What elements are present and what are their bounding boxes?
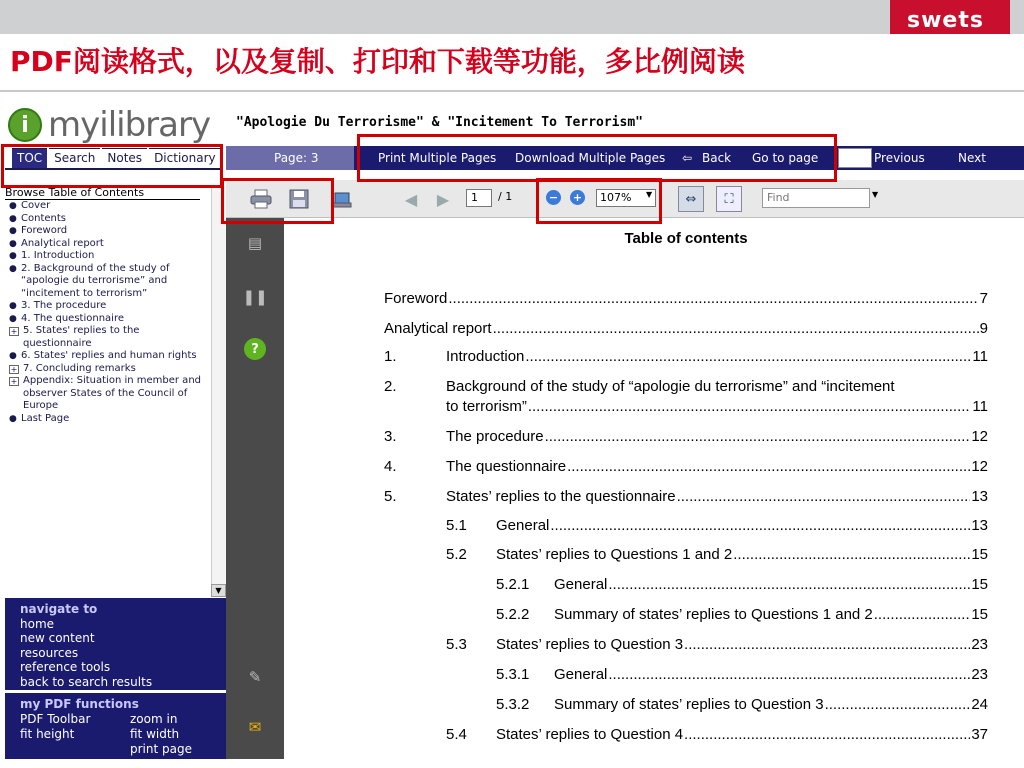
sidebar-item[interactable] bbox=[5, 225, 205, 238]
toc-leader-dots bbox=[677, 488, 971, 505]
toc-list bbox=[5, 200, 205, 425]
find-input[interactable]: Find bbox=[762, 188, 870, 208]
toc-entry[interactable] bbox=[446, 428, 988, 445]
sidebar-item[interactable] bbox=[5, 238, 205, 251]
toc-entry-page: 23 bbox=[971, 636, 988, 653]
toc-leader-dots bbox=[684, 636, 970, 653]
toc-entry-number: 5. bbox=[384, 488, 397, 505]
tab-underline bbox=[5, 168, 221, 170]
toc-entry-label: Foreword bbox=[384, 290, 448, 307]
toc-entry-label: to terrorism” bbox=[446, 398, 527, 415]
toc-entry-label: States’ replies to Question 3 bbox=[496, 636, 684, 653]
sidebar-item[interactable] bbox=[5, 313, 205, 326]
help-icon[interactable]: ? bbox=[244, 338, 266, 360]
toc-entry[interactable] bbox=[446, 348, 988, 365]
attachment-icon[interactable]: ✎ bbox=[248, 668, 262, 686]
print-page-link[interactable]: print page bbox=[130, 742, 192, 756]
toc-entry-number: 4. bbox=[384, 458, 397, 475]
toc-entry-number: 5.2.2 bbox=[496, 606, 530, 623]
sidebar-item[interactable] bbox=[5, 375, 205, 413]
zoom-in-link[interactable]: zoom in bbox=[130, 712, 178, 726]
prev-page-icon[interactable]: ◀ bbox=[404, 189, 418, 209]
toc-entry-label: States’ replies to the questionnaire bbox=[446, 488, 676, 505]
sidebar-item[interactable] bbox=[5, 363, 205, 376]
print-icon[interactable] bbox=[248, 186, 274, 212]
scrollbar[interactable] bbox=[211, 186, 226, 596]
toc-leader-dots bbox=[733, 546, 970, 563]
toc-entry[interactable] bbox=[384, 320, 988, 337]
toc-entry[interactable] bbox=[446, 488, 988, 505]
toc-entry-page: 11 bbox=[972, 398, 988, 415]
toc-entry-page: 13 bbox=[971, 488, 988, 505]
sidebar-item[interactable] bbox=[5, 263, 205, 301]
toc-entry-label: General bbox=[554, 666, 608, 683]
toc-entry-line bbox=[446, 378, 988, 395]
divider bbox=[0, 90, 1024, 92]
bullet-icon: ● bbox=[9, 351, 17, 361]
toc-entry-label: Introduction bbox=[446, 348, 525, 365]
page-indicator: Page: 3 bbox=[226, 146, 354, 170]
scroll-down-icon[interactable]: ▼ bbox=[211, 584, 226, 597]
toc-entry[interactable] bbox=[554, 576, 988, 593]
sidebar-item-label: Contents bbox=[21, 212, 66, 224]
comments-icon[interactable]: ✉ bbox=[248, 718, 262, 736]
toc-entry-page: 15 bbox=[971, 606, 988, 623]
toc-entry[interactable] bbox=[554, 666, 988, 683]
bullet-icon: ● bbox=[9, 251, 17, 261]
toc-entry-number: 5.3.1 bbox=[496, 666, 530, 683]
print-multiple-pages-link[interactable]: Print Multiple Pages bbox=[378, 151, 497, 165]
sidebar-item[interactable] bbox=[5, 350, 205, 363]
fit-width-icon[interactable]: ⇔ bbox=[678, 186, 704, 212]
reader-navbar bbox=[226, 146, 1024, 170]
logo-mark: i bbox=[8, 108, 42, 142]
logo-text: myilibrary bbox=[48, 105, 211, 145]
expand-icon[interactable]: + bbox=[10, 327, 18, 336]
toc-entry-label: Analytical report bbox=[384, 320, 492, 337]
tab-notes[interactable]: Notes bbox=[102, 148, 147, 168]
toc-entry-page: 12 bbox=[971, 458, 988, 475]
nav-link-resources[interactable]: resources bbox=[20, 645, 79, 660]
toc-entry-page: 37 bbox=[971, 726, 988, 743]
zoom-level-select[interactable]: 107% bbox=[596, 189, 656, 207]
toc-leader-dots bbox=[493, 320, 979, 337]
next-link[interactable]: Next bbox=[958, 151, 986, 165]
toc-sidebar bbox=[5, 186, 226, 596]
toc-entry[interactable] bbox=[446, 458, 988, 475]
toc-leader-dots bbox=[825, 696, 971, 713]
toc-leader-dots bbox=[528, 398, 972, 415]
sidebar-item-label: 7. Concluding remarks bbox=[23, 362, 136, 374]
bullet-icon: ● bbox=[9, 201, 17, 211]
navigate-panel bbox=[5, 598, 226, 690]
page-number-input[interactable]: 1 bbox=[466, 189, 492, 207]
navigate-heading: navigate to bbox=[20, 602, 98, 616]
toc-entry-page: 24 bbox=[971, 696, 988, 713]
zoom-out-icon[interactable]: − bbox=[546, 190, 561, 205]
nav-link-home[interactable]: home bbox=[20, 616, 55, 631]
back-link[interactable]: Back bbox=[702, 151, 732, 165]
toc-entry-page: 7 bbox=[979, 290, 988, 307]
toc-entry[interactable] bbox=[496, 636, 988, 653]
expand-icon[interactable]: + bbox=[10, 364, 18, 374]
toc-leader-dots bbox=[545, 428, 971, 445]
fit-width-link[interactable]: fit width bbox=[130, 727, 180, 741]
toc-entry-page: 15 bbox=[971, 546, 988, 563]
back-arrow-icon[interactable]: ⇦ bbox=[682, 151, 693, 165]
toc-entry-label: States’ replies to Question 4 bbox=[496, 726, 684, 743]
bullet-icon: ● bbox=[9, 226, 17, 236]
go-to-page-link[interactable]: Go to page bbox=[752, 151, 819, 165]
toc-entry[interactable] bbox=[496, 726, 988, 743]
chevron-down-icon[interactable]: ▼ bbox=[646, 190, 653, 199]
toc-entry-number: 5.3 bbox=[446, 636, 467, 653]
nav-link-new-content[interactable]: new content bbox=[20, 631, 95, 645]
nav-link-reference-tools[interactable]: reference tools bbox=[20, 660, 111, 674]
sidebar-item[interactable] bbox=[5, 300, 205, 313]
toc-entry-number: 5.4 bbox=[446, 726, 467, 743]
toc-entry-label: General bbox=[496, 517, 550, 534]
brand-logo: swets bbox=[890, 0, 1010, 34]
sidebar-item-label: 1. Introduction bbox=[21, 250, 95, 261]
go-to-page-input[interactable] bbox=[838, 148, 872, 168]
toc-entry-number: 5.2.1 bbox=[496, 576, 530, 593]
bullet-icon: ● bbox=[9, 238, 17, 249]
toc-entry-number: 2. bbox=[384, 378, 397, 395]
pdf-toolbar bbox=[226, 180, 1024, 218]
document-title: Table of contents bbox=[624, 230, 748, 247]
sidebar-item-label: 3. The procedure bbox=[21, 300, 107, 311]
toc-entry-number: 1. bbox=[384, 348, 397, 365]
save-icon[interactable] bbox=[286, 186, 312, 212]
slide-title: PDF阅读格式，以及复制、打印和下载等功能，多比例阅读 bbox=[10, 45, 745, 78]
toc-entry-label: The procedure bbox=[446, 428, 544, 445]
fit-page-icon[interactable]: ⛶ bbox=[716, 186, 742, 212]
nav-link-back-to-search[interactable]: back to search results bbox=[20, 674, 153, 689]
pdf-functions-panel bbox=[5, 693, 226, 759]
toc-entry-number: 5.2 bbox=[446, 546, 467, 563]
sidebar-item[interactable] bbox=[5, 250, 205, 263]
sidebar-item[interactable] bbox=[5, 200, 205, 213]
page-total: / 1 bbox=[498, 190, 513, 203]
toc-entry-label: General bbox=[554, 576, 608, 593]
sidebar-item-label: Appendix: Situation in member and observer States of the Council of Europe bbox=[23, 375, 201, 411]
toc-leader-dots bbox=[567, 458, 970, 475]
toc-entry[interactable] bbox=[554, 606, 988, 623]
download-multiple-pages-link[interactable]: Download Multiple Pages bbox=[515, 151, 666, 165]
toc-entry[interactable] bbox=[446, 398, 988, 415]
toc-entry-page: 15 bbox=[971, 576, 988, 593]
pages-icon[interactable]: ▤ bbox=[247, 234, 263, 252]
pdf-toolbar-link[interactable]: PDF Toolbar bbox=[20, 712, 91, 726]
bookmarks-icon[interactable]: ❚❚ bbox=[242, 288, 268, 306]
sidebar-item-label: Analytical report bbox=[21, 237, 104, 249]
sidebar-item-label: Cover bbox=[21, 200, 51, 211]
toc-entry[interactable] bbox=[554, 696, 988, 713]
bullet-icon: ● bbox=[9, 213, 17, 224]
toc-entry-page: 23 bbox=[971, 666, 988, 683]
toc-leader-dots bbox=[525, 348, 971, 365]
toc-entry-page: 11 bbox=[972, 348, 988, 365]
toc-entry-number: 5.3.2 bbox=[496, 696, 530, 713]
sidebar-item-label: 4. The questionnaire bbox=[21, 312, 124, 324]
book-title: "Apologie Du Terrorisme" & "Incitement To Terrorism" bbox=[236, 115, 643, 130]
slide-top-bar bbox=[0, 0, 1024, 34]
toc-entry[interactable] bbox=[496, 546, 988, 563]
toc-entry[interactable] bbox=[384, 290, 988, 307]
document-page bbox=[284, 218, 1024, 759]
sidebar-item-label: Last Page bbox=[21, 412, 70, 424]
toc-entry-page: 12 bbox=[971, 428, 988, 445]
toc-entry-number: 3. bbox=[384, 428, 397, 445]
sidebar-item-label: 2. Background of the study of “apologie du terrorisme” and “incitement to terrorism” bbox=[21, 262, 170, 299]
toc-entry-label: Background of the study of “apologie du terrorisme” and “incitement bbox=[446, 378, 895, 395]
toc-entry-label: States’ replies to Questions 1 and 2 bbox=[496, 546, 733, 563]
toc-leader-dots bbox=[608, 666, 970, 683]
pdf-functions-heading: my PDF functions bbox=[20, 697, 139, 711]
empty-cell bbox=[20, 742, 130, 757]
toc-entry-number: 5.1 bbox=[446, 517, 467, 534]
toc-entry-label: Summary of states’ replies to Questions 1 and 2 bbox=[554, 606, 873, 623]
expand-icon[interactable]: + bbox=[10, 377, 18, 386]
sidebar-tabs bbox=[12, 148, 221, 168]
toc-entry-label: Summary of states’ replies to Question 3 bbox=[554, 696, 824, 713]
tab-dictionary[interactable]: Dictionary bbox=[149, 148, 221, 168]
toc-entry[interactable] bbox=[496, 517, 988, 534]
sidebar-item-label: 5. States' replies to the questionnaire bbox=[23, 325, 140, 349]
toc-entry-page: 9 bbox=[979, 320, 988, 337]
sidebar-item-label: Foreword bbox=[21, 225, 68, 236]
toc-leader-dots bbox=[550, 517, 970, 534]
toc-entry-label: The questionnaire bbox=[446, 458, 567, 475]
toc-leader-dots bbox=[684, 726, 970, 743]
sidebar-item[interactable] bbox=[5, 325, 205, 350]
viewer-side-rail bbox=[226, 218, 284, 759]
find-chevron-down-icon[interactable]: ▼ bbox=[872, 190, 879, 199]
bullet-icon: ● bbox=[9, 413, 17, 424]
previous-link[interactable]: Previous bbox=[874, 151, 925, 165]
bullet-icon: ● bbox=[9, 313, 17, 324]
share-icon[interactable] bbox=[330, 186, 356, 212]
toc-leader-dots bbox=[608, 576, 970, 593]
fit-height-link[interactable]: fit height bbox=[20, 727, 75, 741]
bullet-icon: ● bbox=[9, 301, 17, 311]
zoom-in-icon[interactable]: + bbox=[570, 190, 585, 205]
toc-header: Browse Table of Contents bbox=[5, 186, 200, 200]
tab-toc[interactable]: TOC bbox=[12, 148, 47, 168]
toc-leader-dots bbox=[448, 290, 978, 307]
toc-entry-page: 13 bbox=[971, 517, 988, 534]
tab-search[interactable]: Search bbox=[49, 148, 100, 168]
bullet-icon: ● bbox=[9, 263, 17, 274]
next-page-icon[interactable]: ▶ bbox=[436, 189, 450, 209]
sidebar-item[interactable] bbox=[5, 213, 205, 226]
toc-leader-dots bbox=[874, 606, 971, 623]
myilibrary-logo[interactable] bbox=[8, 106, 223, 144]
sidebar-item[interactable] bbox=[5, 413, 205, 426]
sidebar-item-label: 6. States' replies and human rights bbox=[21, 350, 197, 361]
